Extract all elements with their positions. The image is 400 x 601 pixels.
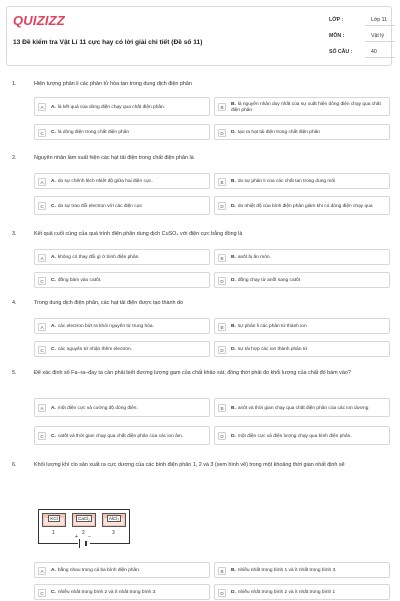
option-letter: C: [38, 432, 46, 440]
battery-plate-short: [85, 541, 87, 546]
cell-label: KCl: [50, 516, 58, 521]
answer-option-a[interactable]: A A. các electron bứt ra khỏi nguyên tử trung hòa.: [34, 318, 210, 334]
answer-option-a[interactable]: A A. một điện cực và cường độ dòng điện.: [34, 398, 210, 417]
option-text: do sự chênh lệch nhiệt độ giữa hai điện cực.: [57, 179, 153, 185]
option-text: các nguyên tử nhận thêm electron.: [57, 347, 132, 353]
option-text: một điện cực và cường độ dòng điện.: [57, 405, 138, 411]
option-letter: B: [218, 567, 226, 575]
cell-number: 1: [52, 530, 55, 536]
answer-option-a[interactable]: A A. là kết quả của dòng điện chạy qua chất điện phân.: [34, 97, 210, 116]
answer-option-d[interactable]: D D. sự tái hợp các ion thành phân tử: [214, 341, 390, 357]
option-text: đồng bám vào catốt.: [57, 278, 102, 284]
option-letter: D: [218, 346, 226, 354]
circuit-wire-bottom-left: [38, 543, 78, 544]
option-text: do nhiệt độ của bình điện phân giảm khi có dòng điện chạy qua: [237, 203, 373, 209]
answer-option-d[interactable]: D D. nhiều nhất trong bình 2 và ít nhất trong bình 1: [214, 584, 390, 600]
meta-subject-value: Vật lý: [371, 33, 384, 39]
question-number: 1.: [12, 81, 17, 87]
option-letter: B: [218, 254, 226, 262]
option-letter: D: [218, 277, 226, 285]
option-letter: A: [38, 254, 46, 262]
quizizz-logo: QUIZIZZ: [13, 13, 65, 28]
option-text: nhiều nhất trong bình 1 và ít nhất trong bình 3.: [237, 568, 337, 574]
option-letter: D: [218, 432, 226, 440]
worksheet-title: 13 Đề kiểm tra Vật Lí 11 cực hay có lời giải chi tiết (Đề số 11): [13, 39, 203, 46]
option-letter: C: [38, 129, 46, 137]
answer-option-a[interactable]: A A. do sự chênh lệch nhiệt độ giữa hai điện cực.: [34, 173, 210, 189]
question-text: Kết quả cuối cùng của quá trình điện phân dung dịch CuSO₄ với điện cực bằng đồng là: [34, 231, 243, 237]
answer-option-c[interactable]: C C. catốt và thời gian chạy qua chất điện phân của các ion âm.: [34, 426, 210, 445]
answer-option-c[interactable]: C C. do sự trao đổi electron với các điện cực: [34, 196, 210, 215]
option-letter: C: [38, 202, 46, 210]
option-letter: B: [218, 323, 226, 331]
question-text: Hiện tượng phân li các phân tử hòa tan trong dung dịch điện phân: [34, 81, 192, 87]
option-letter: B: [218, 404, 226, 412]
option-text: không có thay đổi gì ở bình điện phân.: [57, 255, 140, 261]
answer-option-c[interactable]: C C. các nguyên tử nhận thêm electron.: [34, 341, 210, 357]
worksheet-header: [6, 6, 392, 66]
question-number: 2.: [12, 155, 17, 161]
option-text: nhiều nhất trong bình 2 và ít nhất trong bình 3.: [57, 590, 157, 596]
option-text: nhiều nhất trong bình 2 và ít nhất trong bình 1: [237, 590, 336, 596]
circuit-wire-left: [38, 509, 39, 543]
meta-count-label: SỐ CÂU :: [329, 49, 353, 55]
option-text: bằng nhau trong cả ba bình điện phân.: [57, 568, 141, 574]
electrolytic-cell-2: [72, 513, 96, 527]
battery-plus-sign: +: [75, 534, 78, 540]
option-letter: B: [218, 178, 226, 186]
option-letter: C: [38, 589, 46, 597]
electrolysis-circuit-figure: [34, 503, 134, 553]
option-letter: B: [218, 103, 226, 111]
answer-option-b[interactable]: B B. sự phân li các phân tử thành ion: [214, 318, 390, 334]
option-letter: A: [38, 404, 46, 412]
option-text: anốt và thời gian chạy qua chất điện phân của các ion dương: [237, 405, 369, 411]
battery-minus-sign: −: [88, 534, 91, 540]
electrolytic-cell-1: [42, 513, 66, 527]
meta-divider: [365, 41, 395, 42]
answer-option-b[interactable]: B B. nhiều nhất trong bình 1 và ít nhất trong bình 3.: [214, 562, 390, 578]
answer-option-a[interactable]: A A. bằng nhau trong cả ba bình điện phân.: [34, 562, 210, 578]
answer-option-b[interactable]: B B. là nguyên nhân duy nhất của sự xuất hiện dòng điện chạy qua chất điện phân: [214, 97, 390, 116]
option-text: tạo ra hạt tải điện trong chất điện phân: [237, 130, 320, 136]
answer-option-b[interactable]: B B. anốt bị ăn mòn.: [214, 249, 390, 265]
option-text: do sự trao đổi electron với các điện cực: [57, 203, 143, 209]
answer-option-d[interactable]: D D. đồng chạy từ anốt sang catốt: [214, 272, 390, 288]
option-text: catốt và thời gian chạy qua chất điện phân của các ion âm.: [57, 433, 184, 439]
question-text: Nguyên nhân làm xuất hiện các hạt tải điện trong chất điện phân là: [34, 155, 194, 161]
option-text: do sự phân li của các chất tan trong dung môi: [237, 179, 336, 185]
option-text: sự tái hợp các ion thành phân tử: [237, 347, 308, 353]
electrolytic-cell-3: [102, 513, 126, 527]
option-text: một điện cực và điện lượng chạy qua bình điện phân.: [237, 433, 352, 439]
cell-number: 3: [112, 530, 115, 536]
question-text: Trong dung dịch điện phân, các hạt tải điện được tạo thành do: [34, 300, 184, 306]
answer-option-b[interactable]: B B. do sự phân li của các chất tan trong dung môi: [214, 173, 390, 189]
question-number: 3.: [12, 231, 17, 237]
question-text: Để xác định số Fa–ra–đay ta cần phải biết đương lượng gam của chất khảo sát, đồng thời phải đo khối lượng của chất đó bám vào?: [34, 370, 351, 376]
answer-option-c[interactable]: C C. là dòng điện trong chất điện phân: [34, 124, 210, 140]
meta-class-value: Lớp 11: [371, 17, 387, 23]
answer-option-d[interactable]: D D. một điện cực và điện lượng chạy qua bình điện phân.: [214, 426, 390, 445]
answer-option-d[interactable]: D D. do nhiệt độ của bình điện phân giảm khi có dòng điện chạy qua: [214, 196, 390, 215]
answer-option-c[interactable]: C C. đồng bám vào catốt.: [34, 272, 210, 288]
option-letter: A: [38, 178, 46, 186]
cell-label: AlCl₃: [108, 516, 120, 521]
battery-plate-long: [79, 539, 80, 548]
question-text: Khối lượng khí clo sản xuất ra cực dương của các bình điện phân 1, 2 và 3 (xem hình vẽ) trong một khoảng thời gian nhất định sẽ: [34, 462, 345, 468]
option-text: là kết quả của dòng điện chạy qua chất điện phân.: [57, 104, 166, 110]
circuit-wire-top: [38, 509, 130, 510]
option-letter: C: [38, 346, 46, 354]
option-text: đồng chạy từ anốt sang catốt: [237, 278, 300, 284]
answer-option-d[interactable]: D D. tạo ra hạt tải điện trong chất điện phân: [214, 124, 390, 140]
question-number: 4.: [12, 300, 17, 306]
option-letter: A: [38, 567, 46, 575]
option-letter: A: [38, 323, 46, 331]
answer-option-b[interactable]: B B. anốt và thời gian chạy qua chất điện phân của các ion dương: [214, 398, 390, 417]
option-text: sự phân li các phân tử thành ion: [237, 324, 307, 330]
option-letter: D: [218, 129, 226, 137]
option-text: anốt bị ăn mòn.: [237, 255, 271, 261]
meta-subject-label: MÔN :: [329, 33, 345, 39]
answer-option-a[interactable]: A A. không có thay đổi gì ở bình điện phân.: [34, 249, 210, 265]
option-text: các electron bứt ra khỏi nguyên tử trung hòa.: [57, 324, 154, 330]
option-letter: C: [38, 277, 46, 285]
option-text: là nguyên nhân duy nhất của sự xuất hiện dòng điện chạy qua chất điện phân: [231, 101, 381, 113]
cell-number: 2: [82, 530, 85, 536]
meta-divider: [365, 57, 395, 58]
question-number: 5.: [12, 370, 17, 376]
circuit-wire-right: [129, 509, 130, 543]
circuit-wire-bottom-right: [90, 543, 130, 544]
answer-option-c[interactable]: C C. nhiều nhất trong bình 2 và ít nhất trong bình 3.: [34, 584, 210, 600]
meta-count-value: 40: [371, 49, 377, 55]
option-text: là dòng điện trong chất điện phân: [57, 130, 130, 136]
meta-class-label: LỚP :: [329, 17, 344, 23]
option-letter: D: [218, 202, 226, 210]
meta-divider: [365, 25, 395, 26]
option-letter: D: [218, 589, 226, 597]
question-number: 6.: [12, 462, 17, 468]
cell-label: CaCl₂: [78, 516, 90, 521]
option-letter: A: [38, 103, 46, 111]
